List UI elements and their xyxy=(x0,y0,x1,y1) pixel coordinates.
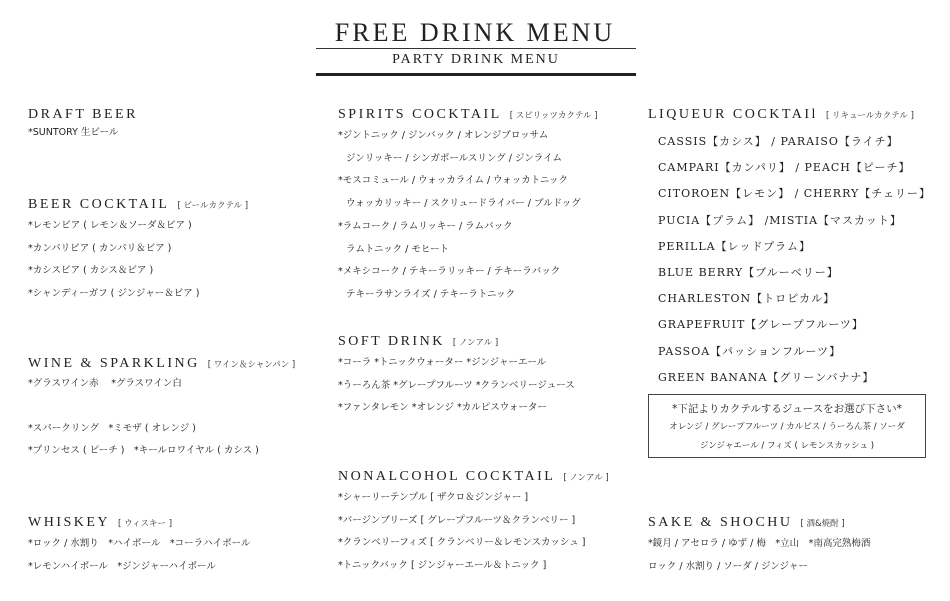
list-item: CAMPARI【カンパリ】 / PEACH【ピーチ】 xyxy=(658,161,911,175)
section-liqueur-cocktail xyxy=(648,104,931,391)
section-note: [ ノンアル ] xyxy=(563,473,609,483)
list-item: *シャンディーガフ ( ジンジャー＆ビア ) xyxy=(28,288,200,300)
section-title: LIQUEUR COCKTAIl xyxy=(648,107,818,122)
subtitle-divider xyxy=(316,73,636,76)
section-draft-beer xyxy=(28,104,138,142)
list-item: *レモンハイボール *ジンジャーハイボール xyxy=(28,560,216,572)
section-title: SAKE & SHOCHU xyxy=(648,515,793,530)
list-item: *シャーリーテンプル [ ザクロ＆ジンジャー ] xyxy=(338,492,529,503)
list-item: テキーラサンライズ / テキーラトニック xyxy=(346,288,516,300)
section-note: [ スピリッツカクテル ] xyxy=(509,111,598,121)
section-title: SPIRITS COCKTAIL xyxy=(338,107,502,122)
section-title: DRAFT BEER xyxy=(28,107,138,122)
list-item: ウォッカリッキー / スクリュードライバー / ブルドッグ xyxy=(346,198,581,210)
list-item: *スパークリング *ミモザ ( オレンジ ) xyxy=(28,423,196,434)
section-note: [ ビールカクテル ] xyxy=(177,201,249,211)
list-item: ロック / 水割り / ソーダ / ジンジャー xyxy=(648,560,808,572)
list-item: CHARLESTON【トロピカル】 xyxy=(658,292,836,306)
section-beer-cocktail xyxy=(28,194,248,306)
list-item: *ジントニック / ジンバック / オレンジブロッサム xyxy=(338,130,549,141)
list-item: *コーラ *トニックウォーター *ジンジャーエール xyxy=(338,357,547,368)
section-whiskey xyxy=(28,512,250,578)
section-note: [ ウィスキー ] xyxy=(118,519,173,529)
section-note: [ ワイン＆シャンパン ] xyxy=(207,360,296,370)
list-item: *レモンビア ( レモン＆ソーダ＆ビア ) xyxy=(28,220,192,231)
list-item: *メキシコーク / テキーラリッキー / テキーラバック xyxy=(338,266,561,278)
section-sake-shochu xyxy=(648,512,870,578)
section-note: [ リキュールカクテル ] xyxy=(825,111,914,121)
juice-choice-box xyxy=(648,394,926,458)
juice-box-heading: *下記よりカクテルするジュースをお選び下さい* xyxy=(672,403,902,415)
section-note: [ 酒&焼酎 ] xyxy=(800,519,845,529)
list-item: *カンパリビア ( カンパリ＆ビア ) xyxy=(28,242,172,254)
menu-title: FREE DRINK MENU xyxy=(334,18,616,47)
section-soft-drink xyxy=(338,331,575,420)
section-title: BEER COCKTAIL xyxy=(28,197,170,212)
list-item: *ラムコーク / ラムリッキー / ラムバック xyxy=(338,220,513,232)
section-title: NONALCOHOL COCKTAIL xyxy=(338,469,556,484)
section-title: WINE & SPARKLING xyxy=(28,356,200,371)
list-item: *うーろん茶 *グレープフルーツ *クランベリージュース xyxy=(338,379,575,391)
list-item: CASSIS【カシス】 / PARAISO【ライチ】 xyxy=(658,135,899,148)
list-item: *トニックバック [ ジンジャーエール＆トニック ] xyxy=(338,560,547,572)
list-item: *ファンタレモン *オレンジ *カルピスウォーター xyxy=(338,402,547,414)
list-item: CITOROEN【レモン】 / CHERRY【チェリー】 xyxy=(658,187,931,201)
section-wine-sparkling xyxy=(28,353,295,462)
list-item: PERILLA【レッドプラム】 xyxy=(658,239,812,253)
list-item: *ロック / 水割り *ハイボール *コーラハイボール xyxy=(28,538,251,549)
list-item: PUCIA【プラム】 /MISTIA【マスカット】 xyxy=(658,213,902,227)
menu-subtitle: PARTY DRINK MENU xyxy=(392,52,560,67)
title-divider xyxy=(316,48,636,49)
list-item: GRAPEFRUIT【グレープフルーツ】 xyxy=(658,318,864,332)
list-item: BLUE BERRY【ブルーベリー】 xyxy=(658,266,839,280)
section-spirits-cocktail xyxy=(338,104,598,307)
list-item: *グラスワイン赤 *グラスワイン白 xyxy=(28,378,182,389)
list-item: ジンリッキー / シンガポールスリング / ジンライム xyxy=(346,152,562,164)
list-item: PASSOA【パッションフルーツ】 xyxy=(658,344,842,358)
list-item: *クランベリーフィズ [ クランベリー＆レモンスカッシュ ] xyxy=(338,537,586,549)
list-item: ラムトニック / モヒート xyxy=(346,243,450,255)
list-item: GREEN BANANA【グリーンバナナ】 xyxy=(658,370,875,384)
section-nonalcohol-cocktail xyxy=(338,466,609,578)
list-item: *鏡月 / アセロラ / ゆず / 梅 *立山 *南高完熟梅酒 xyxy=(648,538,871,549)
list-item: *モスコミュール / ウォッカライム / ウォッカトニック xyxy=(338,175,569,187)
section-title: SOFT DRINK xyxy=(338,334,445,349)
list-item: *カシスビア ( カシス＆ビア ) xyxy=(28,265,154,277)
list-item: *プリンセス ( ピーチ ) *キールロワイヤル ( カシス ) xyxy=(28,445,259,456)
list-item: *SUNTORY 生ビール xyxy=(28,127,119,138)
juice-box-options: オレンジ / グレープフルーツ / カルピス / うーろん茶 / ソーダ xyxy=(669,422,905,432)
list-item: *バージンブリーズ [ グレープフルーツ＆クランベリー ] xyxy=(338,514,576,526)
juice-box-options: ジンジャエール / フィズ ( レモンスカッシュ ) xyxy=(699,441,875,451)
section-title: WHISKEY xyxy=(28,515,111,530)
section-note: [ ノンアル ] xyxy=(452,338,499,348)
